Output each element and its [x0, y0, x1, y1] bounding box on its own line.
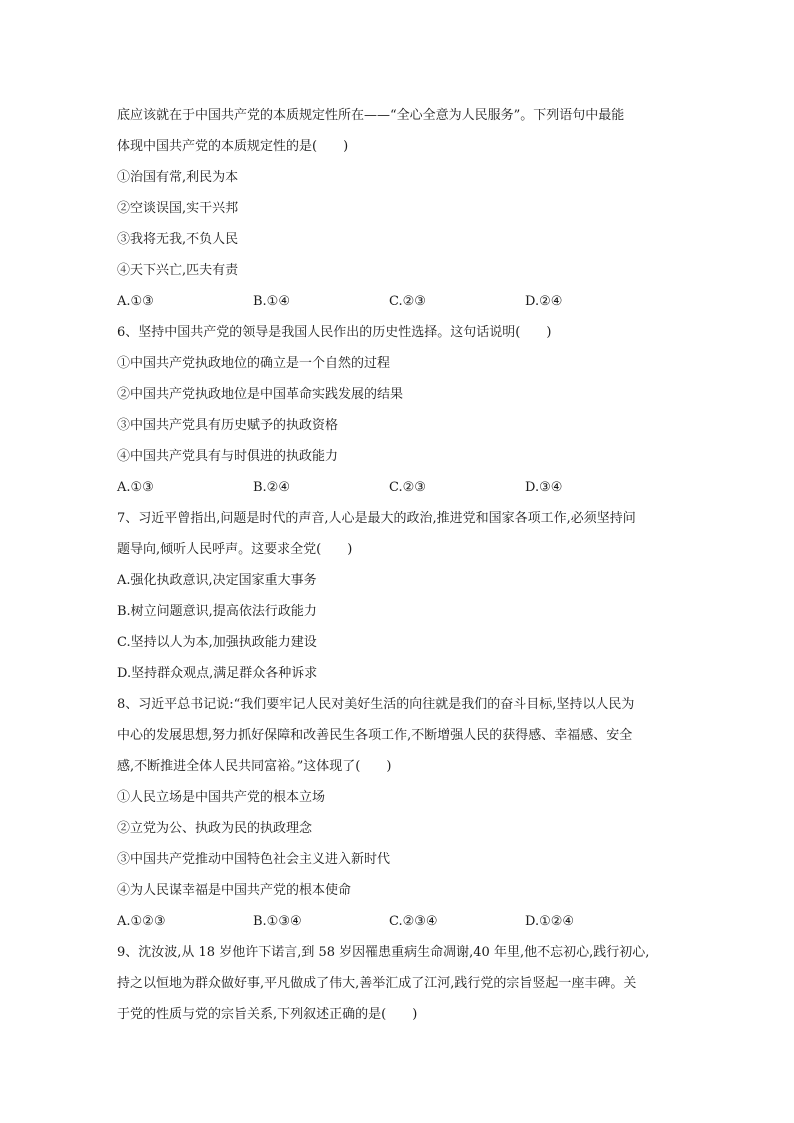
answer-choice-b: B.树立问题意识,提高依法行政能力 [117, 604, 317, 619]
statement-item: ②立党为公、执政为民的执政理念 [117, 821, 313, 836]
question-stem-line: 9、沈汝波,从 18 岁他许下诺言,到 58 岁因罹患重病生命凋谢,40 年里,他不忘初心,践行初心, [117, 945, 650, 960]
answer-option-d: D.①②④ [525, 914, 575, 929]
question-stem-line: 7、习近平曾指出,问题是时代的声音,人心是最大的政治,推进党和国家各项工作,必须坚持问 [117, 511, 636, 526]
answer-options [117, 906, 679, 937]
answer-option-d: D.②④ [525, 294, 563, 309]
statement-item: ③中国共产党推动中国特色社会主义进入新时代 [117, 852, 391, 867]
statement-item: ①中国共产党执政地位的确立是一个自然的过程 [117, 356, 391, 371]
answer-option-c: C.②③ [389, 480, 426, 495]
statement-item: ③我将无我,不负人民 [117, 232, 239, 247]
answer-option-a: A.①③ [117, 480, 154, 495]
question-stem-line: 体现中国共产党的本质规定性的是( ) [117, 139, 349, 154]
answer-option-d: D.③④ [525, 480, 563, 495]
question-content [117, 100, 679, 1030]
question-5 [117, 100, 679, 317]
statement-item: ④中国共产党具有与时俱进的执政能力 [117, 449, 339, 464]
statement-item: ①人民立场是中国共产党的根本立场 [117, 790, 326, 805]
statement-item: ④天下兴亡,匹夫有责 [117, 263, 239, 278]
answer-option-b: B.①③④ [253, 914, 302, 929]
question-7 [117, 503, 679, 689]
question-stem-line: 题导向,倾听人民呼声。这要求全党( ) [117, 542, 353, 557]
question-stem-line: 中心的发展思想,努力抓好保障和改善民生各项工作,不断增强人民的获得感、幸福感、安全 [117, 728, 633, 743]
statement-item: ③中国共产党具有历史赋予的执政资格 [117, 418, 339, 433]
answer-option-c: C.②③ [389, 294, 426, 309]
answer-option-a: A.①③ [117, 294, 154, 309]
question-stem-line: 6、坚持中国共产党的领导是我国人民作出的历史性选择。这句话说明( ) [117, 325, 552, 340]
statement-item: ②中国共产党执政地位是中国革命实践发展的结果 [117, 387, 404, 402]
question-9 [117, 937, 679, 1030]
statement-item: ④为人民谋幸福是中国共产党的根本使命 [117, 883, 352, 898]
answer-option-b: B.①④ [253, 294, 290, 309]
question-stem-line: 8、习近平总书记说:“我们要牢记人民对美好生活的向往就是我们的奋斗目标,坚持以人民为 [117, 697, 635, 712]
answer-options [117, 472, 679, 503]
question-8 [117, 689, 679, 937]
answer-option-c: C.②③④ [389, 914, 438, 929]
question-stem-line: 底应该就在于中国共产党的本质规定性所在——“全心全意为人民服务”。下列语句中最能 [117, 108, 625, 123]
answer-option-b: B.②④ [253, 480, 290, 495]
answer-options [117, 286, 679, 317]
question-stem-line: 持之以恒地为群众做好事,平凡做成了伟大,善举汇成了江河,践行党的宗旨竖起一座丰碑。关 [117, 976, 637, 991]
statement-item: ②空谈误国,实干兴邦 [117, 201, 239, 216]
question-6 [117, 317, 679, 503]
answer-option-a: A.①②③ [117, 914, 166, 929]
question-stem-line: 感,不断推进全体人民共同富裕。”这体现了( ) [117, 759, 392, 774]
answer-choice-d: D.坚持群众观点,满足群众各种诉求 [117, 666, 318, 681]
answer-choice-a: A.强化执政意识,决定国家重大事务 [117, 573, 317, 588]
question-stem-line: 于党的性质与党的宗旨关系,下列叙述正确的是( ) [117, 1007, 418, 1022]
statement-item: ①治国有常,利民为本 [117, 170, 239, 185]
answer-choice-c: C.坚持以人为本,加强执政能力建设 [117, 635, 317, 650]
